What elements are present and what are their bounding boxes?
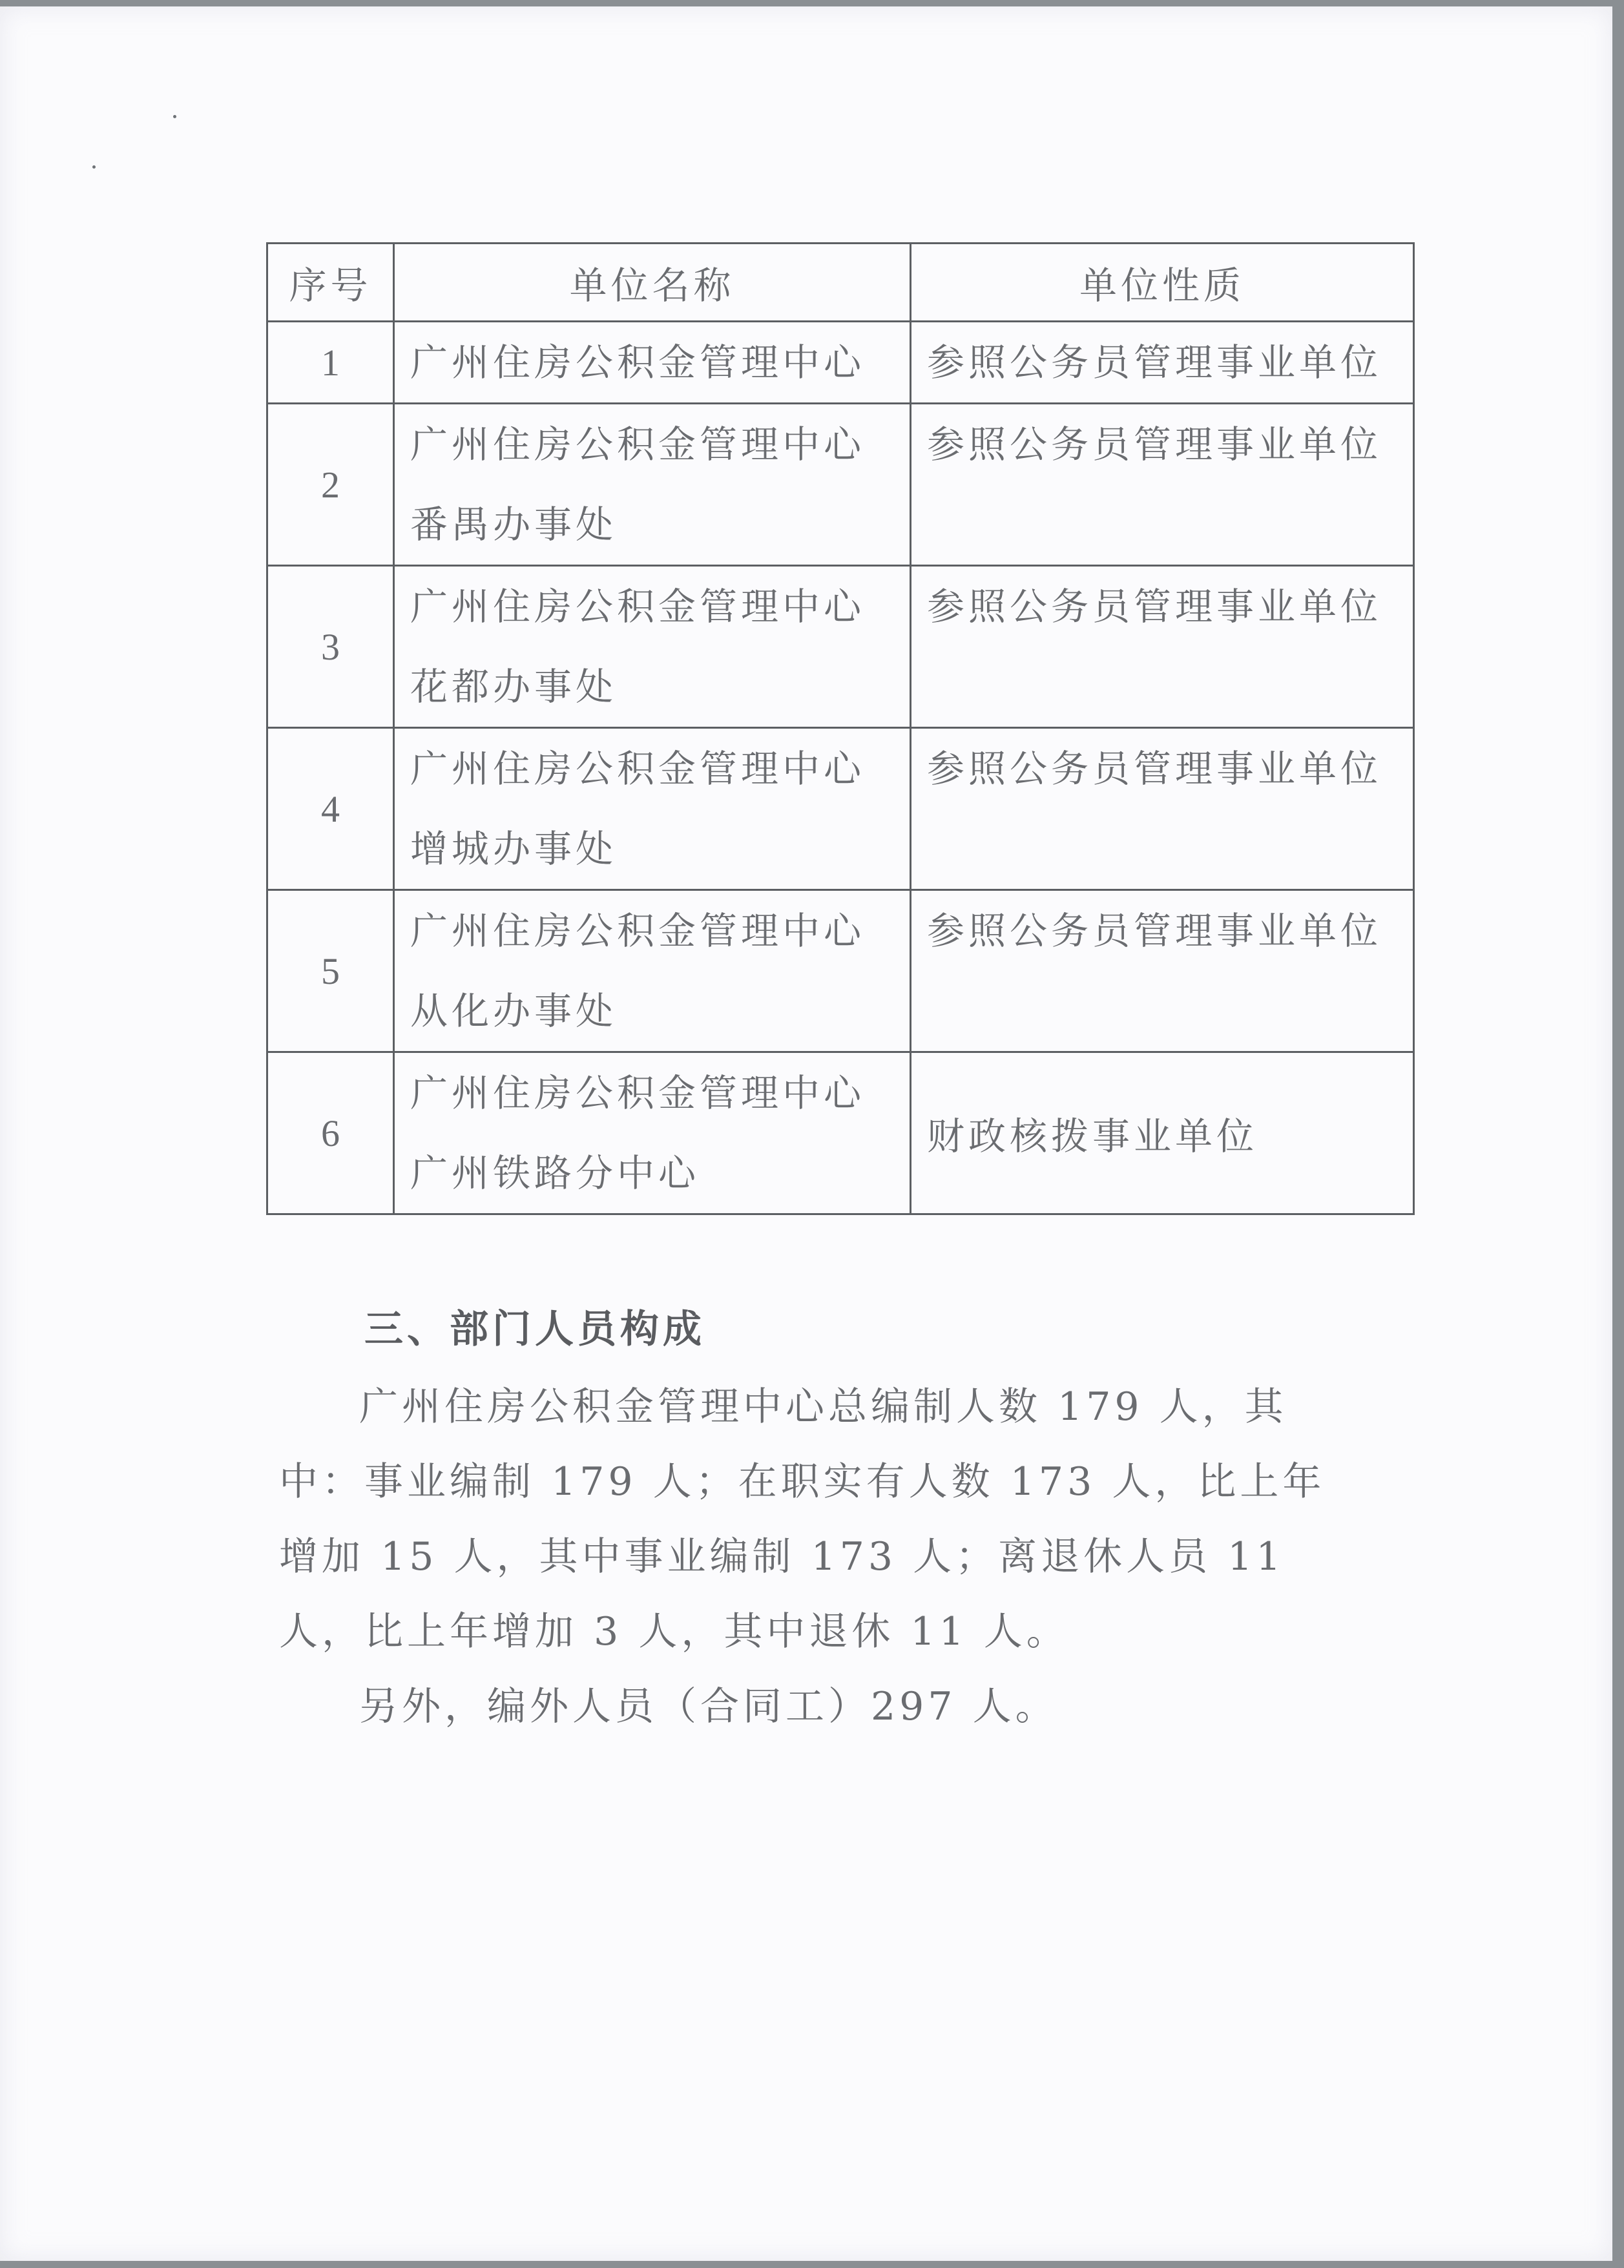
unit-name-line: 广州住房公积金管理中心 bbox=[410, 1071, 866, 1115]
row-unit-name bbox=[394, 1052, 911, 1214]
row-index: 5 bbox=[267, 890, 394, 1052]
header-index: 序号 bbox=[267, 244, 394, 322]
unit-name-line: 广州住房公积金管理中心 bbox=[410, 909, 866, 953]
row-index: 2 bbox=[267, 404, 394, 566]
row-unit-nature: 参照公务员管理事业单位 bbox=[911, 728, 1414, 890]
unit-name-line: 广州住房公积金管理中心 bbox=[410, 340, 866, 384]
table-row bbox=[267, 890, 1414, 1052]
header-unit-name: 单位名称 bbox=[394, 244, 911, 322]
scan-speck bbox=[92, 165, 96, 169]
unit-name-line: 花都办事处 bbox=[410, 665, 618, 709]
table-row bbox=[267, 566, 1414, 728]
staff-paragraph: 广州住房公积金管理中心总编制人数 179 人，其中：事业编制 179 人；在职实有人数 173 人，比上年增加 15 人，其中事业编制 173 人；离退休人员 11 人，比上年增加 3 人，其中退休 11 人。 bbox=[279, 1384, 1326, 1654]
row-unit-name bbox=[394, 728, 911, 890]
section-heading: 三、部门人员构成 bbox=[364, 1307, 705, 1352]
scan-speck bbox=[173, 115, 176, 118]
table-row bbox=[267, 728, 1414, 890]
table-row bbox=[267, 322, 1414, 404]
row-index: 3 bbox=[267, 566, 394, 728]
row-unit-nature: 参照公务员管理事业单位 bbox=[911, 566, 1414, 728]
unit-name-line: 广州住房公积金管理中心 bbox=[410, 422, 866, 466]
header-unit-nature: 单位性质 bbox=[911, 244, 1414, 322]
unit-name-line: 广州住房公积金管理中心 bbox=[410, 585, 866, 629]
row-unit-nature: 参照公务员管理事业单位 bbox=[911, 322, 1414, 404]
row-unit-nature: 参照公务员管理事业单位 bbox=[911, 404, 1414, 566]
unit-name-line: 从化办事处 bbox=[410, 989, 618, 1033]
unit-table bbox=[266, 242, 1415, 1215]
unit-name-line: 番禺办事处 bbox=[410, 503, 618, 546]
row-index: 6 bbox=[267, 1052, 394, 1214]
row-index: 1 bbox=[267, 322, 394, 404]
unit-name-line: 广州铁路分中心 bbox=[410, 1151, 700, 1195]
row-unit-nature: 财政核拨事业单位 bbox=[911, 1052, 1414, 1214]
table-header-row bbox=[267, 244, 1414, 322]
row-unit-nature: 参照公务员管理事业单位 bbox=[911, 890, 1414, 1052]
row-unit-name bbox=[394, 404, 911, 566]
unit-name-line: 增城办事处 bbox=[410, 827, 618, 871]
row-unit-name bbox=[394, 322, 911, 404]
contract-staff-paragraph: 另外，编外人员（合同工）297 人。 bbox=[359, 1684, 1058, 1729]
table-row bbox=[267, 1052, 1414, 1214]
row-unit-name bbox=[394, 566, 911, 728]
row-index: 4 bbox=[267, 728, 394, 890]
row-unit-name bbox=[394, 890, 911, 1052]
table-row bbox=[267, 404, 1414, 566]
unit-name-line: 广州住房公积金管理中心 bbox=[410, 747, 866, 791]
